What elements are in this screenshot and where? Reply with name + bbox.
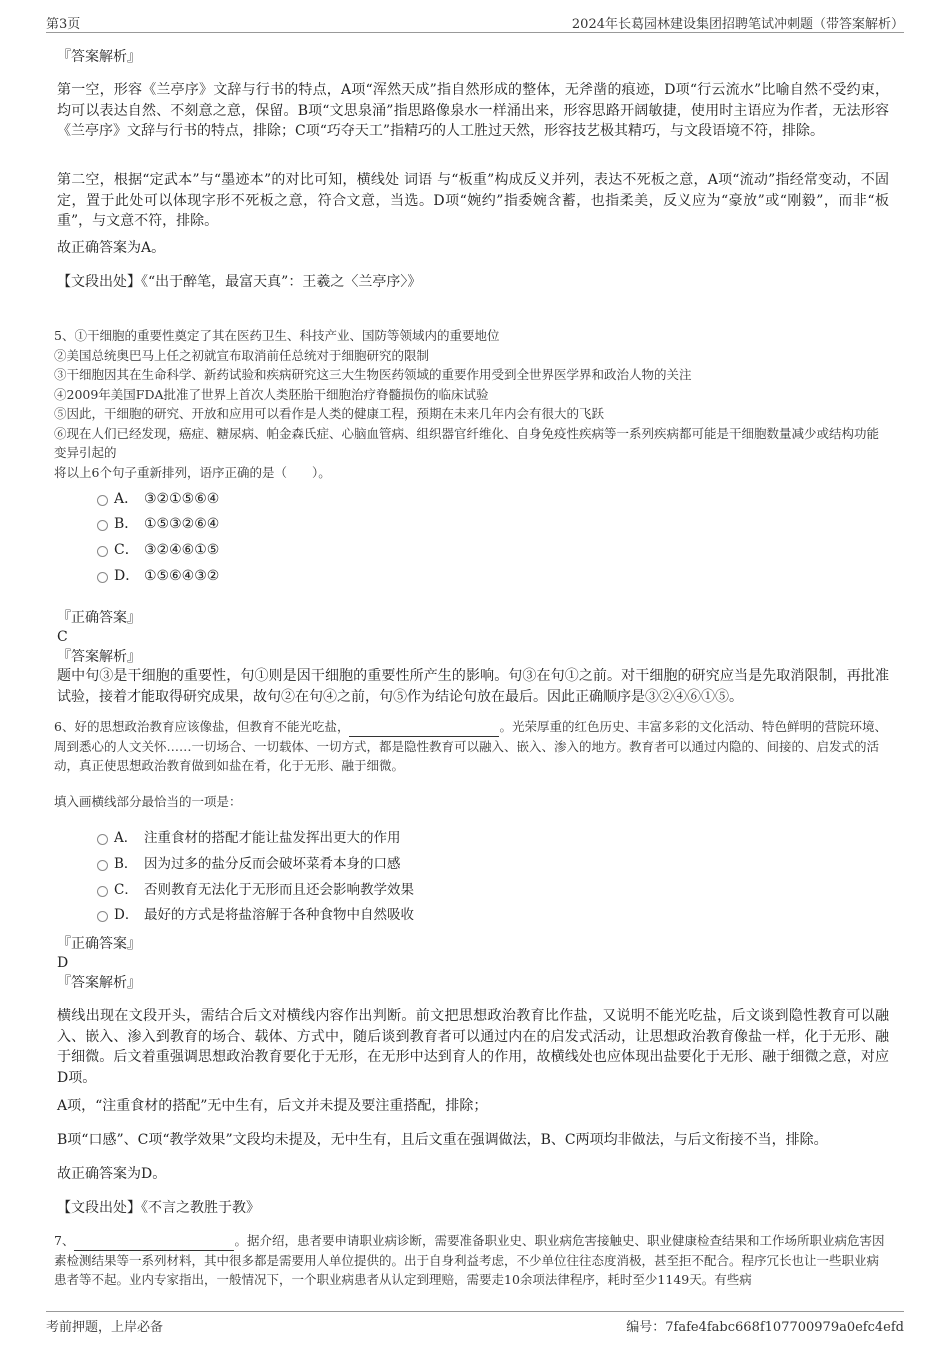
- q5-stem: [54, 326, 890, 482]
- option-text: ①⑤⑥④③②: [144, 568, 220, 584]
- q7-text: 。据介绍，患者要申请职业病诊断，需要准备职业史、职业病危害接触史、职业健康检查结果和工作场所职业病危害因素检测结果等一系列材料，其中很多都是需要用人单位提供的。出于自身利益考虑，不少单位往往态度消极，甚至拒不配合。程序冗长也让一些职业病患者等不起。业内专家指出，一般情况下，一个职业病患者从认定到理赔，需要走10余项法律程序，耗时至少1149天。有些病: [54, 1233, 885, 1287]
- q6-answer: D: [57, 955, 69, 971]
- q5-option-a[interactable]: [97, 489, 219, 509]
- q6-stem-start: 6、好的思想政治教育应该像盐，但教育不能光吃盐，: [54, 719, 350, 734]
- option-key: D．: [114, 568, 140, 584]
- q5-analysis-label: 『答案解析』: [57, 649, 141, 665]
- q5-line: ②美国总统奥巴马上任之初就宣布取消前任总统对于细胞研究的限制: [54, 347, 430, 363]
- q6-option-c[interactable]: [97, 880, 414, 900]
- q6-stem-rest: 。光荣厚重的红色历史、丰富多彩的文化活动、特色鲜明的营院环境、周到悉心的人文关怀……一切场合、一切载体、一切方式，都是隐性教育可以融入、嵌入、渗入的地方。教育者可以通过内隐的、间接的、启发式的活动，真正使思想政治教育做到如盐在肴，化于无形、融于细微。: [54, 719, 887, 773]
- document-title: 2024年长葛园林建设集团招聘笔试冲刺题（带答案解析）: [571, 17, 904, 32]
- radio-icon[interactable]: [97, 520, 108, 531]
- q6-source: 【文段出处】《不言之教胜于教》: [57, 1200, 260, 1216]
- radio-icon[interactable]: [97, 911, 108, 922]
- q7-number: 7、: [54, 1233, 75, 1248]
- q5-line: ⑥现在人们已经发现，癌症、糖尿病、帕金森氏症、心脑血管病、组织器官纤维化、自身免疫性疾病等一系列疾病都可能是干细胞数量减少或结构功能变异引起的: [54, 425, 880, 460]
- q6-prompt: 填入画横线部分最恰当的一项是：: [54, 794, 242, 809]
- document-code: 编号：7fafe4fabc668f107700979a0efc4efd: [626, 1320, 904, 1335]
- radio-icon[interactable]: [97, 886, 108, 897]
- option-text: 因为过多的盐分反而会破坏菜肴本身的口感: [144, 856, 401, 872]
- option-text: ①⑤③②⑥④: [144, 516, 220, 532]
- radio-icon[interactable]: [97, 572, 108, 583]
- q5-option-b[interactable]: [97, 514, 219, 534]
- q5-option-d[interactable]: [97, 566, 219, 586]
- q5-line: ③干细胞因其在生命科学、新药试验和疾病研究这三大生物医药领域的重要作用受到全世界医学界和政治人物的关注: [54, 367, 692, 382]
- q6-answer-label: 『正确答案』: [57, 936, 141, 952]
- q5-line: 5、①干细胞的重要性奠定了其在医药卫生、科技产业、国防等领域内的重要地位: [54, 328, 500, 343]
- option-key: A．: [114, 830, 138, 846]
- q4-analysis-p1: 第一空，形容《兰亭序》文辞与行书的特点，A项“浑然天成”指自然形成的整体，无斧凿的痕迹，D项“行云流水”比喻自然不受约束，均可以表达自然、不刻意之意，保留。B项“文思泉涌”指思路像泉水一样涌出来，形容思路开阔敏捷，使用时主语应为作者，无法形容《兰亭序》文辞与行书的特点，排除；C项“巧夺天工”指精巧的人工胜过天然，形容技艺极其精巧，与文段语境不符，排除。: [57, 82, 889, 139]
- q6-option-b[interactable]: [97, 854, 401, 874]
- option-key: C．: [114, 882, 138, 898]
- fill-blank: [349, 722, 499, 737]
- radio-icon[interactable]: [97, 834, 108, 845]
- option-key: B．: [114, 516, 139, 532]
- option-text: ③②④⑥①⑤: [144, 542, 220, 558]
- option-key: B．: [114, 856, 138, 872]
- option-text: 否则教育无法化于无形而且还会影响教学效果: [144, 882, 414, 898]
- q4-conclusion: 故正确答案为A。: [57, 240, 166, 256]
- option-key: C．: [114, 542, 139, 558]
- option-text: 注重食材的搭配才能让盐发挥出更大的作用: [144, 830, 401, 846]
- fill-blank: [74, 1236, 234, 1251]
- footer-slogan: 考前押题，上岸必备: [46, 1320, 164, 1335]
- option-text: 最好的方式是将盐溶解于各种食物中自然吸收: [144, 907, 414, 923]
- radio-icon[interactable]: [97, 495, 108, 506]
- q4-analysis-p2: 第二空，根据“定武本”与“墨迹本”的对比可知，横线处 词语 与“板重”构成反义并列，表达不死板之意，A项“流动”指经常变动，不固定，置于此处可以体现字形不死板之意，符合文意，当选。D项“婉约”指委婉含蓄，也指柔美，反义应为“豪放”或“刚毅”，而非“板重”，与文意不符，排除。: [57, 172, 889, 229]
- q6-analysis-p3: B项“口感”、C项“教学效果”文段均未提及，无中生有，且后文重在强调做法，B、C两项均非做法，与后文衔接不当，排除。: [57, 1132, 828, 1148]
- page-header: [46, 10, 904, 33]
- q5-option-c[interactable]: [97, 540, 219, 560]
- q6-stem: [54, 717, 890, 776]
- q6-analysis-p2: A项，“注重食材的搭配”无中生有，后文并未提及要注重搭配，排除；: [57, 1098, 488, 1114]
- q6-option-d[interactable]: [97, 905, 414, 925]
- option-key: A．: [114, 491, 139, 507]
- page-footer: [46, 1311, 904, 1336]
- q4-analysis-label: 『答案解析』: [57, 49, 141, 65]
- q5-analysis: 题中句③是干细胞的重要性，句①则是因干细胞的重要性所产生的影响。句③在句①之前。对干细胞的研究应当是先取消限制，再批准试验，接着才能取得研究成果，故句②在句④之前，句⑤作为结论句放在最后。因此正确顺序是③②④⑥①⑤。: [57, 668, 889, 705]
- q5-answer: C: [57, 629, 68, 645]
- q6-option-a[interactable]: [97, 828, 401, 848]
- page-number: 第3页: [46, 17, 81, 32]
- q5-answer-label: 『正确答案』: [57, 610, 141, 626]
- q6-analysis-label: 『答案解析』: [57, 975, 141, 991]
- option-text: ③②①⑤⑥④: [144, 491, 220, 507]
- q4-source: 【文段出处】《“出于醉笔，最富天真”：王羲之〈兰亭序〉》: [57, 274, 422, 290]
- q5-line: 将以上6个句子重新排列，语序正确的是（ ）。: [54, 464, 331, 480]
- q5-line: ④2009年美国FDA批准了世界上首次人类胚胎干细胞治疗脊髓损伤的临床试验: [54, 386, 489, 402]
- q6-analysis-p1: 横线出现在文段开头，需结合后文对横线内容作出判断。前文把思想政治教育比作盐，又说明不能光吃盐，后文谈到隐性教育可以融入、嵌入、渗入到教育的场合、载体、方式中，随后谈到教育者可以通过内在的启发式活动，让思想政治教育像盐一样，化于无形、融于细微。后文着重强调思想政治教育要化于无形，在无形中达到育人的作用，故横线处也应体现出盐要化于无形、融于细微之意，对应D项。: [57, 1008, 889, 1086]
- radio-icon[interactable]: [97, 860, 108, 871]
- option-key: D．: [114, 907, 139, 923]
- q7-stem: [54, 1231, 890, 1290]
- radio-icon[interactable]: [97, 546, 108, 557]
- q5-line: ⑤因此，干细胞的研究、开放和应用可以看作是人类的健康工程，预期在未来几年内会有很大的飞跃: [54, 406, 605, 421]
- q6-conclusion: 故正确答案为D。: [57, 1166, 167, 1182]
